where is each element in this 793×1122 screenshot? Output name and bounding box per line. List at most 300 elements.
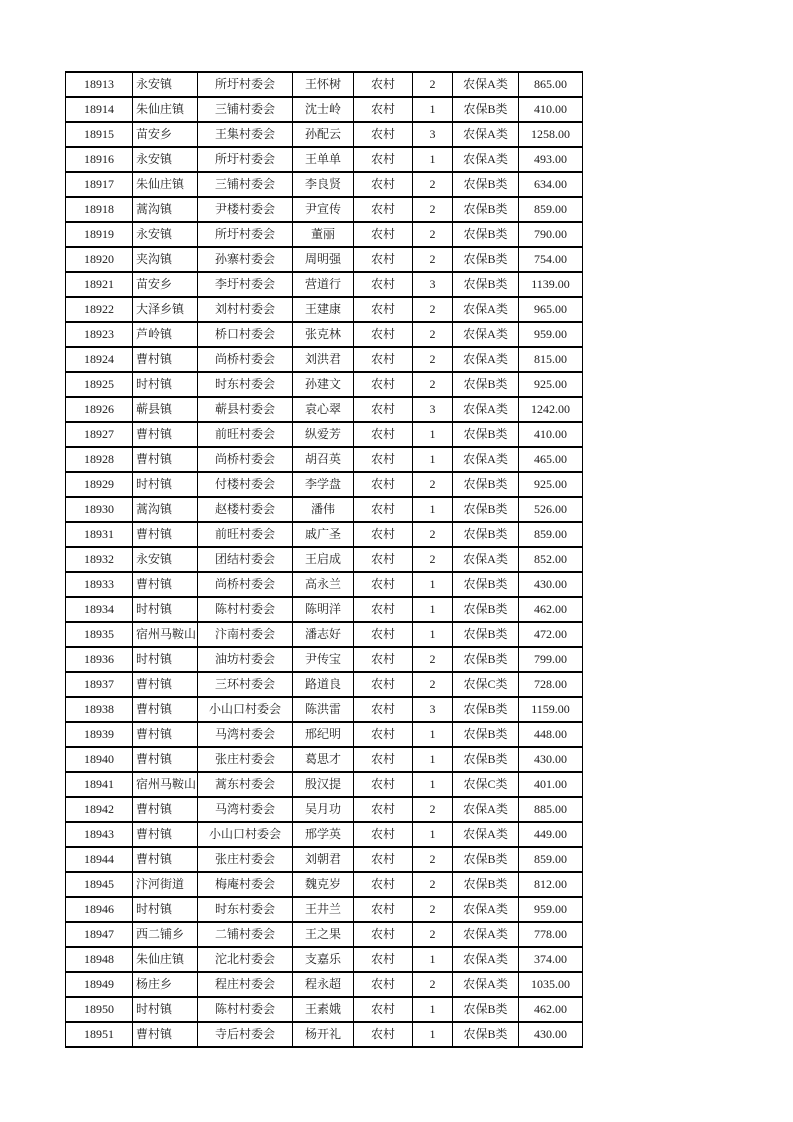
cell-amount: 865.00 xyxy=(519,72,583,97)
cell-type: 农村 xyxy=(354,422,413,447)
cell-amount: 401.00 xyxy=(519,772,583,797)
cell-amount: 1242.00 xyxy=(519,397,583,422)
pension-table xyxy=(65,71,583,1048)
cell-count: 3 xyxy=(413,122,453,147)
cell-id: 18932 xyxy=(66,547,133,572)
cell-village: 三铺村委会 xyxy=(198,97,293,122)
cell-amount: 812.00 xyxy=(519,872,583,897)
cell-town: 曹村镇 xyxy=(133,847,198,872)
cell-town: 曹村镇 xyxy=(133,722,198,747)
cell-name: 尹宣传 xyxy=(293,197,354,222)
cell-town: 朱仙庄镇 xyxy=(133,97,198,122)
cell-category: 农保B类 xyxy=(453,222,519,247)
cell-name: 潘伟 xyxy=(293,497,354,522)
cell-village: 前旺村委会 xyxy=(198,522,293,547)
cell-category: 农保A类 xyxy=(453,322,519,347)
cell-amount: 1159.00 xyxy=(519,697,583,722)
cell-id: 18946 xyxy=(66,897,133,922)
cell-count: 2 xyxy=(413,797,453,822)
cell-type: 农村 xyxy=(354,347,413,372)
cell-type: 农村 xyxy=(354,372,413,397)
cell-type: 农村 xyxy=(354,122,413,147)
table-row xyxy=(66,672,583,697)
cell-amount: 472.00 xyxy=(519,622,583,647)
cell-type: 农村 xyxy=(354,847,413,872)
cell-town: 永安镇 xyxy=(133,222,198,247)
cell-type: 农村 xyxy=(354,322,413,347)
cell-id: 18924 xyxy=(66,347,133,372)
cell-amount: 778.00 xyxy=(519,922,583,947)
cell-name: 路道良 xyxy=(293,672,354,697)
cell-id: 18921 xyxy=(66,272,133,297)
cell-name: 王素娥 xyxy=(293,997,354,1022)
cell-town: 永安镇 xyxy=(133,547,198,572)
cell-category: 农保B类 xyxy=(453,722,519,747)
cell-category: 农保A类 xyxy=(453,897,519,922)
cell-id: 18931 xyxy=(66,522,133,547)
cell-amount: 965.00 xyxy=(519,297,583,322)
cell-category: 农保A类 xyxy=(453,972,519,997)
cell-category: 农保B类 xyxy=(453,497,519,522)
cell-category: 农保A类 xyxy=(453,447,519,472)
cell-village: 尚桥村委会 xyxy=(198,572,293,597)
cell-id: 18944 xyxy=(66,847,133,872)
pension-table-body xyxy=(66,72,583,1047)
cell-town: 朱仙庄镇 xyxy=(133,172,198,197)
cell-amount: 526.00 xyxy=(519,497,583,522)
table-row xyxy=(66,847,583,872)
cell-id: 18933 xyxy=(66,572,133,597)
cell-village: 赵楼村委会 xyxy=(198,497,293,522)
cell-village: 蕲县村委会 xyxy=(198,397,293,422)
cell-village: 马湾村委会 xyxy=(198,797,293,822)
table-row xyxy=(66,547,583,572)
cell-category: 农保B类 xyxy=(453,247,519,272)
cell-count: 2 xyxy=(413,647,453,672)
table-row xyxy=(66,872,583,897)
cell-type: 农村 xyxy=(354,597,413,622)
cell-town: 朱仙庄镇 xyxy=(133,947,198,972)
cell-id: 18936 xyxy=(66,647,133,672)
cell-village: 李圩村委会 xyxy=(198,272,293,297)
cell-id: 18928 xyxy=(66,447,133,472)
cell-town: 曹村镇 xyxy=(133,572,198,597)
cell-amount: 462.00 xyxy=(519,597,583,622)
cell-type: 农村 xyxy=(354,397,413,422)
cell-count: 2 xyxy=(413,922,453,947)
table-row xyxy=(66,922,583,947)
cell-town: 时村镇 xyxy=(133,472,198,497)
table-row xyxy=(66,497,583,522)
cell-town: 时村镇 xyxy=(133,372,198,397)
cell-type: 农村 xyxy=(354,672,413,697)
cell-name: 戚广圣 xyxy=(293,522,354,547)
cell-type: 农村 xyxy=(354,697,413,722)
cell-village: 寺后村委会 xyxy=(198,1022,293,1047)
cell-town: 西二铺乡 xyxy=(133,922,198,947)
cell-amount: 1139.00 xyxy=(519,272,583,297)
cell-town: 蒿沟镇 xyxy=(133,497,198,522)
cell-name: 董丽 xyxy=(293,222,354,247)
cell-town: 曹村镇 xyxy=(133,347,198,372)
cell-town: 宿州马鞍山 xyxy=(133,772,198,797)
table-row xyxy=(66,972,583,997)
cell-id: 18922 xyxy=(66,297,133,322)
cell-count: 1 xyxy=(413,822,453,847)
cell-town: 曹村镇 xyxy=(133,672,198,697)
table-row xyxy=(66,172,583,197)
cell-id: 18927 xyxy=(66,422,133,447)
cell-village: 尹楼村委会 xyxy=(198,197,293,222)
cell-name: 吴月功 xyxy=(293,797,354,822)
table-row xyxy=(66,797,583,822)
table-row xyxy=(66,647,583,672)
cell-town: 蒿沟镇 xyxy=(133,197,198,222)
cell-category: 农保B类 xyxy=(453,997,519,1022)
cell-town: 时村镇 xyxy=(133,897,198,922)
cell-id: 18948 xyxy=(66,947,133,972)
cell-category: 农保B类 xyxy=(453,647,519,672)
cell-id: 18950 xyxy=(66,997,133,1022)
cell-count: 1 xyxy=(413,447,453,472)
cell-id: 18938 xyxy=(66,697,133,722)
cell-amount: 448.00 xyxy=(519,722,583,747)
table-row xyxy=(66,222,583,247)
cell-town: 时村镇 xyxy=(133,647,198,672)
cell-id: 18941 xyxy=(66,772,133,797)
cell-category: 农保B类 xyxy=(453,622,519,647)
cell-amount: 374.00 xyxy=(519,947,583,972)
cell-town: 曹村镇 xyxy=(133,447,198,472)
cell-category: 农保B类 xyxy=(453,372,519,397)
cell-id: 18923 xyxy=(66,322,133,347)
cell-amount: 1258.00 xyxy=(519,122,583,147)
cell-count: 2 xyxy=(413,197,453,222)
cell-category: 农保B类 xyxy=(453,747,519,772)
cell-amount: 430.00 xyxy=(519,747,583,772)
cell-type: 农村 xyxy=(354,197,413,222)
cell-category: 农保A类 xyxy=(453,72,519,97)
cell-count: 1 xyxy=(413,597,453,622)
cell-type: 农村 xyxy=(354,797,413,822)
cell-category: 农保A类 xyxy=(453,147,519,172)
cell-village: 王集村委会 xyxy=(198,122,293,147)
cell-amount: 852.00 xyxy=(519,547,583,572)
cell-name: 张克林 xyxy=(293,322,354,347)
cell-amount: 754.00 xyxy=(519,247,583,272)
cell-village: 马湾村委会 xyxy=(198,722,293,747)
cell-id: 18929 xyxy=(66,472,133,497)
cell-type: 农村 xyxy=(354,822,413,847)
table-row xyxy=(66,822,583,847)
cell-name: 杨开礼 xyxy=(293,1022,354,1047)
cell-id: 18914 xyxy=(66,97,133,122)
cell-count: 1 xyxy=(413,572,453,597)
cell-name: 营道行 xyxy=(293,272,354,297)
table-row xyxy=(66,697,583,722)
table-row xyxy=(66,622,583,647)
cell-name: 程永超 xyxy=(293,972,354,997)
table-row xyxy=(66,272,583,297)
cell-count: 3 xyxy=(413,697,453,722)
cell-name: 孙建文 xyxy=(293,372,354,397)
cell-amount: 925.00 xyxy=(519,472,583,497)
cell-amount: 815.00 xyxy=(519,347,583,372)
cell-village: 孙寨村委会 xyxy=(198,247,293,272)
table-row xyxy=(66,347,583,372)
cell-type: 农村 xyxy=(354,897,413,922)
cell-type: 农村 xyxy=(354,622,413,647)
cell-amount: 465.00 xyxy=(519,447,583,472)
cell-category: 农保B类 xyxy=(453,697,519,722)
cell-town: 夹沟镇 xyxy=(133,247,198,272)
cell-type: 农村 xyxy=(354,97,413,122)
cell-village: 所圩村委会 xyxy=(198,72,293,97)
cell-category: 农保B类 xyxy=(453,522,519,547)
table-row xyxy=(66,572,583,597)
cell-count: 2 xyxy=(413,872,453,897)
table-row xyxy=(66,397,583,422)
cell-amount: 959.00 xyxy=(519,897,583,922)
cell-id: 18920 xyxy=(66,247,133,272)
cell-count: 2 xyxy=(413,897,453,922)
cell-village: 时东村委会 xyxy=(198,372,293,397)
cell-name: 邢学英 xyxy=(293,822,354,847)
cell-type: 农村 xyxy=(354,647,413,672)
cell-amount: 410.00 xyxy=(519,97,583,122)
cell-village: 蒿东村委会 xyxy=(198,772,293,797)
cell-id: 18919 xyxy=(66,222,133,247)
cell-town: 苗安乡 xyxy=(133,122,198,147)
table-row xyxy=(66,747,583,772)
table-row xyxy=(66,522,583,547)
cell-amount: 959.00 xyxy=(519,322,583,347)
cell-village: 所圩村委会 xyxy=(198,147,293,172)
cell-name: 孙配云 xyxy=(293,122,354,147)
table-row xyxy=(66,122,583,147)
cell-town: 蕲县镇 xyxy=(133,397,198,422)
cell-category: 农保A类 xyxy=(453,297,519,322)
cell-amount: 493.00 xyxy=(519,147,583,172)
cell-name: 潘志好 xyxy=(293,622,354,647)
cell-id: 18913 xyxy=(66,72,133,97)
cell-town: 苗安乡 xyxy=(133,272,198,297)
cell-name: 袁心翠 xyxy=(293,397,354,422)
cell-category: 农保B类 xyxy=(453,1022,519,1047)
cell-category: 农保B类 xyxy=(453,872,519,897)
cell-count: 2 xyxy=(413,522,453,547)
cell-village: 团结村委会 xyxy=(198,547,293,572)
cell-type: 农村 xyxy=(354,522,413,547)
cell-village: 小山口村委会 xyxy=(198,697,293,722)
cell-type: 农村 xyxy=(354,947,413,972)
cell-count: 2 xyxy=(413,372,453,397)
table-row xyxy=(66,997,583,1022)
cell-name: 陈明洋 xyxy=(293,597,354,622)
cell-type: 农村 xyxy=(354,272,413,297)
cell-name: 王怀树 xyxy=(293,72,354,97)
cell-count: 1 xyxy=(413,97,453,122)
cell-count: 1 xyxy=(413,747,453,772)
table-row xyxy=(66,97,583,122)
cell-id: 18926 xyxy=(66,397,133,422)
cell-name: 魏克岁 xyxy=(293,872,354,897)
cell-category: 农保B类 xyxy=(453,197,519,222)
cell-id: 18949 xyxy=(66,972,133,997)
cell-count: 1 xyxy=(413,147,453,172)
cell-name: 陈洪雷 xyxy=(293,697,354,722)
cell-count: 1 xyxy=(413,947,453,972)
cell-count: 3 xyxy=(413,397,453,422)
cell-name: 王启成 xyxy=(293,547,354,572)
cell-village: 刘村村委会 xyxy=(198,297,293,322)
cell-name: 胡召英 xyxy=(293,447,354,472)
cell-name: 周明强 xyxy=(293,247,354,272)
cell-count: 1 xyxy=(413,1022,453,1047)
cell-village: 程庄村委会 xyxy=(198,972,293,997)
table-row xyxy=(66,422,583,447)
cell-category: 农保B类 xyxy=(453,422,519,447)
cell-count: 2 xyxy=(413,847,453,872)
cell-name: 李学盘 xyxy=(293,472,354,497)
cell-name: 高永兰 xyxy=(293,572,354,597)
cell-id: 18945 xyxy=(66,872,133,897)
cell-id: 18940 xyxy=(66,747,133,772)
cell-name: 邢纪明 xyxy=(293,722,354,747)
cell-amount: 925.00 xyxy=(519,372,583,397)
cell-category: 农保B类 xyxy=(453,272,519,297)
cell-name: 李良贤 xyxy=(293,172,354,197)
cell-id: 18934 xyxy=(66,597,133,622)
cell-town: 时村镇 xyxy=(133,997,198,1022)
cell-type: 农村 xyxy=(354,572,413,597)
cell-amount: 462.00 xyxy=(519,997,583,1022)
cell-category: 农保A类 xyxy=(453,922,519,947)
cell-type: 农村 xyxy=(354,172,413,197)
cell-town: 时村镇 xyxy=(133,597,198,622)
cell-town: 杨庄乡 xyxy=(133,972,198,997)
table-row xyxy=(66,597,583,622)
cell-count: 1 xyxy=(413,497,453,522)
cell-category: 农保A类 xyxy=(453,397,519,422)
table-row xyxy=(66,247,583,272)
table-row xyxy=(66,722,583,747)
cell-town: 曹村镇 xyxy=(133,1022,198,1047)
cell-category: 农保A类 xyxy=(453,547,519,572)
table-row xyxy=(66,197,583,222)
cell-town: 曹村镇 xyxy=(133,822,198,847)
cell-id: 18916 xyxy=(66,147,133,172)
cell-type: 农村 xyxy=(354,472,413,497)
cell-type: 农村 xyxy=(354,1022,413,1047)
cell-type: 农村 xyxy=(354,297,413,322)
cell-category: 农保A类 xyxy=(453,822,519,847)
cell-count: 1 xyxy=(413,622,453,647)
cell-town: 永安镇 xyxy=(133,72,198,97)
cell-count: 2 xyxy=(413,347,453,372)
cell-category: 农保B类 xyxy=(453,572,519,597)
cell-count: 2 xyxy=(413,547,453,572)
cell-town: 汴河街道 xyxy=(133,872,198,897)
cell-amount: 449.00 xyxy=(519,822,583,847)
cell-id: 18942 xyxy=(66,797,133,822)
cell-type: 农村 xyxy=(354,222,413,247)
cell-village: 沱北村委会 xyxy=(198,947,293,972)
cell-town: 曹村镇 xyxy=(133,522,198,547)
cell-id: 18939 xyxy=(66,722,133,747)
cell-category: 农保B类 xyxy=(453,172,519,197)
cell-id: 18915 xyxy=(66,122,133,147)
cell-amount: 885.00 xyxy=(519,797,583,822)
cell-count: 2 xyxy=(413,972,453,997)
cell-category: 农保C类 xyxy=(453,672,519,697)
cell-count: 2 xyxy=(413,322,453,347)
cell-count: 2 xyxy=(413,72,453,97)
cell-id: 18937 xyxy=(66,672,133,697)
cell-amount: 859.00 xyxy=(519,847,583,872)
table-row xyxy=(66,1022,583,1047)
cell-category: 农保A类 xyxy=(453,122,519,147)
cell-count: 2 xyxy=(413,472,453,497)
cell-name: 王之果 xyxy=(293,922,354,947)
cell-village: 三环村委会 xyxy=(198,672,293,697)
cell-amount: 430.00 xyxy=(519,572,583,597)
cell-name: 支嘉乐 xyxy=(293,947,354,972)
cell-village: 三铺村委会 xyxy=(198,172,293,197)
cell-count: 1 xyxy=(413,772,453,797)
cell-category: 农保A类 xyxy=(453,797,519,822)
cell-amount: 859.00 xyxy=(519,522,583,547)
cell-village: 桥口村委会 xyxy=(198,322,293,347)
cell-town: 曹村镇 xyxy=(133,747,198,772)
cell-type: 农村 xyxy=(354,772,413,797)
cell-village: 尚桥村委会 xyxy=(198,347,293,372)
cell-town: 大泽乡镇 xyxy=(133,297,198,322)
cell-village: 小山口村委会 xyxy=(198,822,293,847)
cell-type: 农村 xyxy=(354,922,413,947)
cell-count: 3 xyxy=(413,272,453,297)
table-row xyxy=(66,772,583,797)
cell-village: 汴南村委会 xyxy=(198,622,293,647)
cell-village: 二铺村委会 xyxy=(198,922,293,947)
cell-town: 永安镇 xyxy=(133,147,198,172)
cell-village: 所圩村委会 xyxy=(198,222,293,247)
table-row xyxy=(66,447,583,472)
cell-id: 18947 xyxy=(66,922,133,947)
cell-name: 尹传宝 xyxy=(293,647,354,672)
cell-village: 时东村委会 xyxy=(198,897,293,922)
cell-town: 芦岭镇 xyxy=(133,322,198,347)
cell-village: 付楼村委会 xyxy=(198,472,293,497)
cell-amount: 430.00 xyxy=(519,1022,583,1047)
cell-type: 农村 xyxy=(354,497,413,522)
cell-category: 农保B类 xyxy=(453,472,519,497)
cell-village: 梅庵村委会 xyxy=(198,872,293,897)
cell-type: 农村 xyxy=(354,247,413,272)
cell-count: 2 xyxy=(413,672,453,697)
cell-town: 曹村镇 xyxy=(133,422,198,447)
table-row xyxy=(66,297,583,322)
cell-id: 18925 xyxy=(66,372,133,397)
cell-amount: 859.00 xyxy=(519,197,583,222)
cell-name: 殷汉提 xyxy=(293,772,354,797)
table-row xyxy=(66,147,583,172)
cell-id: 18935 xyxy=(66,622,133,647)
cell-town: 宿州马鞍山 xyxy=(133,622,198,647)
cell-name: 王建康 xyxy=(293,297,354,322)
cell-type: 农村 xyxy=(354,997,413,1022)
table-row xyxy=(66,897,583,922)
